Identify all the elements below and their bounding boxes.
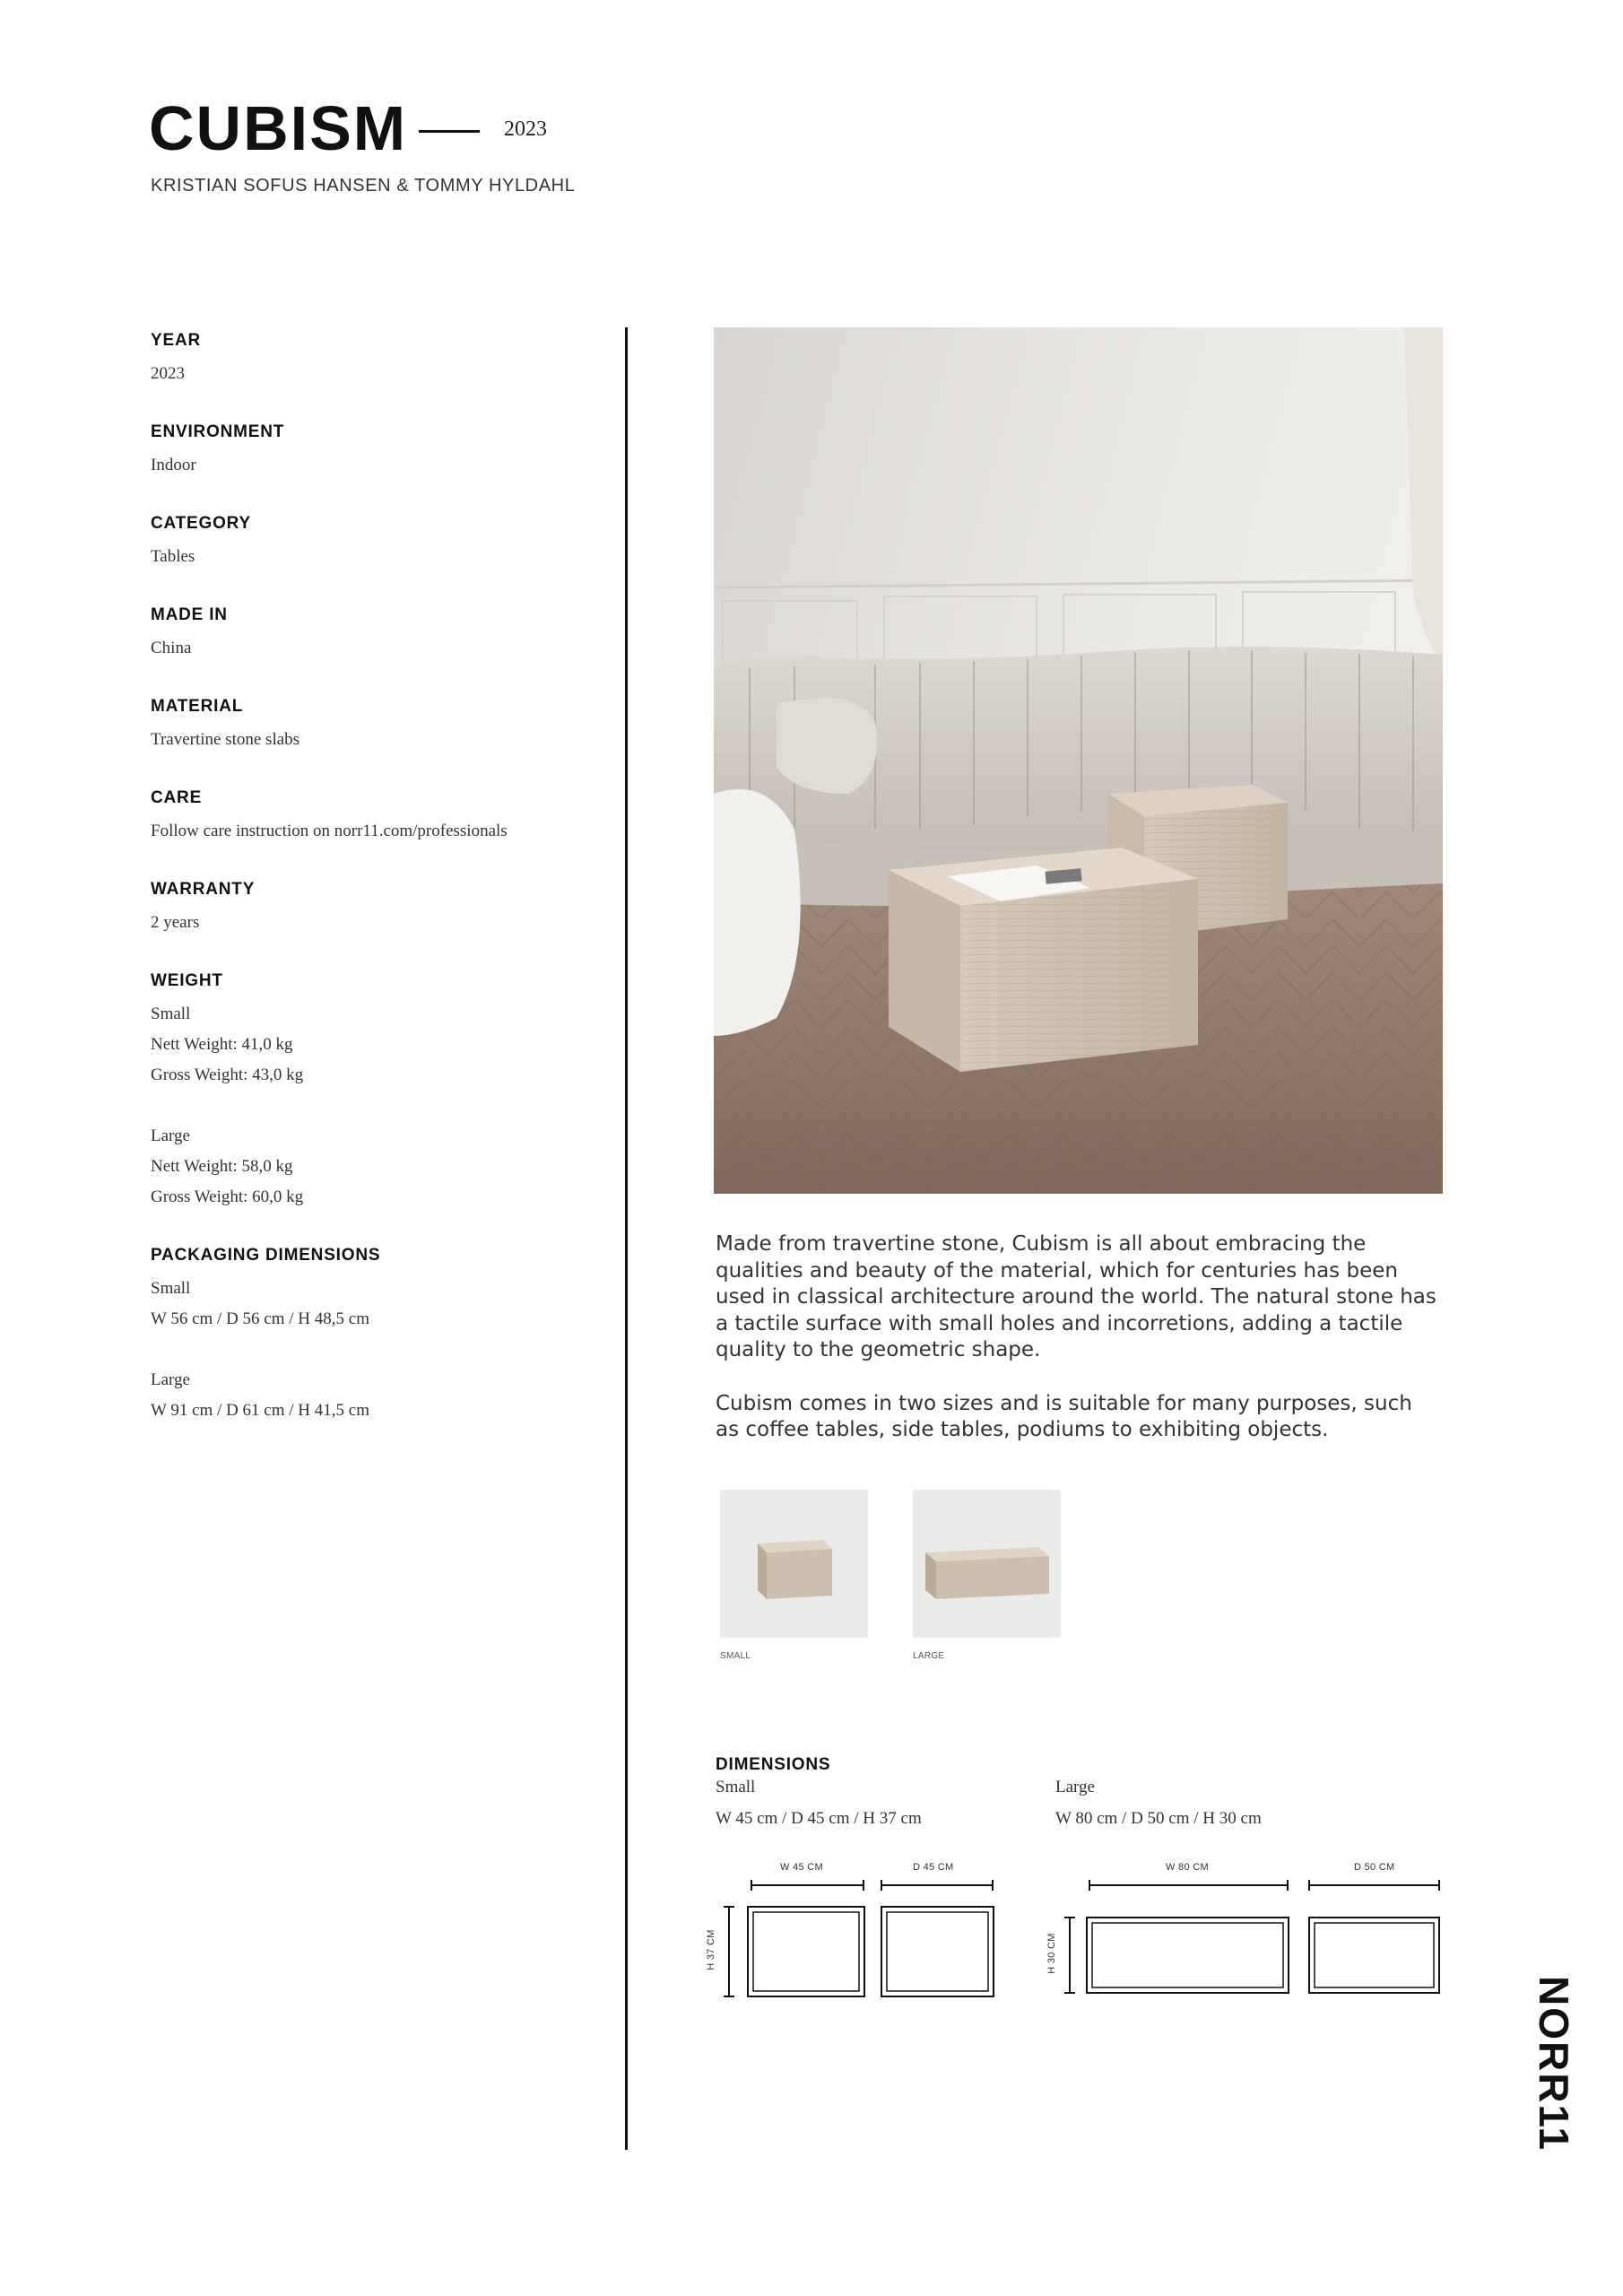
- large-depth-label: D 50 CM: [1354, 1862, 1395, 1873]
- spec-value: China: [151, 639, 192, 657]
- small-table-photo: [720, 1490, 868, 1638]
- spec-value: Nett Weight: 58,0 kg: [151, 1157, 293, 1176]
- spec-value: Indoor: [151, 456, 196, 474]
- spec-block: [151, 511, 617, 572]
- spec-label: YEAR: [151, 331, 201, 350]
- spec-value: 2023: [151, 364, 185, 383]
- small-size-name: Small: [716, 1778, 756, 1796]
- spec-block: [151, 1243, 617, 1426]
- spec-block: [151, 328, 617, 389]
- spec-label: CATEGORY: [151, 514, 251, 533]
- spec-value: W 91 cm / D 61 cm / H 41,5 cm: [151, 1401, 369, 1420]
- spec-label: ENVIRONMENT: [151, 422, 285, 441]
- spec-label: PACKAGING DIMENSIONS: [151, 1246, 381, 1265]
- spec-value: Gross Weight: 60,0 kg: [151, 1187, 304, 1206]
- side-drawing: [1049, 1862, 1444, 2005]
- spec-block: [151, 786, 617, 847]
- large-caption: LARGE: [913, 1651, 945, 1661]
- title-dash: [419, 130, 480, 133]
- spec-label: WEIGHT: [151, 971, 223, 990]
- brand-logo: [1520, 1976, 1592, 2160]
- large-table-photo: [913, 1490, 1061, 1638]
- spec-label: WARRANTY: [151, 880, 256, 899]
- spec-value: Gross Weight: 43,0 kg: [151, 1065, 304, 1084]
- small-height-label: H 37 CM: [705, 1929, 716, 1970]
- dimensions-title: DIMENSIONS: [716, 1755, 831, 1774]
- description-paragraph: Cubism comes in two sizes and is suitable for many purposes, such as coffee tables, side tables, podiums to exhibiting objects.: [716, 1391, 1412, 1441]
- spec-label: CARE: [151, 788, 203, 807]
- spec-value: W 56 cm / D 56 cm / H 48,5 cm: [151, 1309, 369, 1328]
- spec-value: Follow care instruction on norr11.com/professionals: [151, 822, 508, 840]
- spec-block: [151, 969, 617, 1213]
- spec-value: Tables: [151, 547, 195, 566]
- spec-spacer: [151, 1335, 617, 1365]
- description: [716, 1231, 1442, 1471]
- spec-block: [151, 603, 617, 664]
- spec-value: 2 years: [151, 913, 200, 932]
- product-photo: [714, 327, 1443, 1194]
- designers: KRISTIAN SOFUS HANSEN & TOMMY HYLDAHL: [151, 176, 576, 196]
- front-drawing: [705, 1862, 1004, 2005]
- spec-value: Small: [151, 1279, 191, 1298]
- small-depth-label: D 45 CM: [913, 1862, 954, 1873]
- column-divider: [625, 327, 628, 2150]
- spec-value: Travertine stone slabs: [151, 730, 300, 749]
- large-size-name: Large: [1055, 1778, 1095, 1796]
- spec-block: [151, 420, 617, 481]
- spec-list: [151, 328, 617, 1457]
- description-paragraph: Made from travertine stone, Cubism is all about embracing the qualities and beauty of the material, which for centuries has been used in classical architecture around the world. The natural stone has a tactile surface with small holes and incorretions, adding a tactile quality to the geometric shape.: [716, 1232, 1436, 1361]
- spec-label: MADE IN: [151, 605, 228, 624]
- brand-logo-text: NORR11: [1531, 1976, 1577, 2152]
- large-height-label: H 30 CM: [1046, 1933, 1057, 1974]
- spec-value: Large: [151, 1126, 190, 1145]
- large-width-label: W 80 CM: [1166, 1862, 1209, 1873]
- small-caption: SMALL: [720, 1651, 751, 1661]
- product-title: CUBISM: [149, 93, 408, 163]
- title-year: 2023: [504, 117, 547, 141]
- spec-block: [151, 694, 617, 755]
- small-width-label: W 45 CM: [780, 1862, 823, 1873]
- spec-value: Nett Weight: 41,0 kg: [151, 1035, 293, 1054]
- spec-value: Large: [151, 1370, 190, 1389]
- spec-value: Small: [151, 1004, 191, 1023]
- spec-label: MATERIAL: [151, 697, 244, 716]
- spec-spacer: [151, 1091, 617, 1121]
- large-size-dims: W 80 cm / D 50 cm / H 30 cm: [1055, 1809, 1262, 1828]
- spec-block: [151, 877, 617, 938]
- large-drawing: [1046, 1862, 1444, 2005]
- small-drawing: [705, 1862, 1004, 2005]
- small-size-dims: W 45 cm / D 45 cm / H 37 cm: [716, 1809, 922, 1828]
